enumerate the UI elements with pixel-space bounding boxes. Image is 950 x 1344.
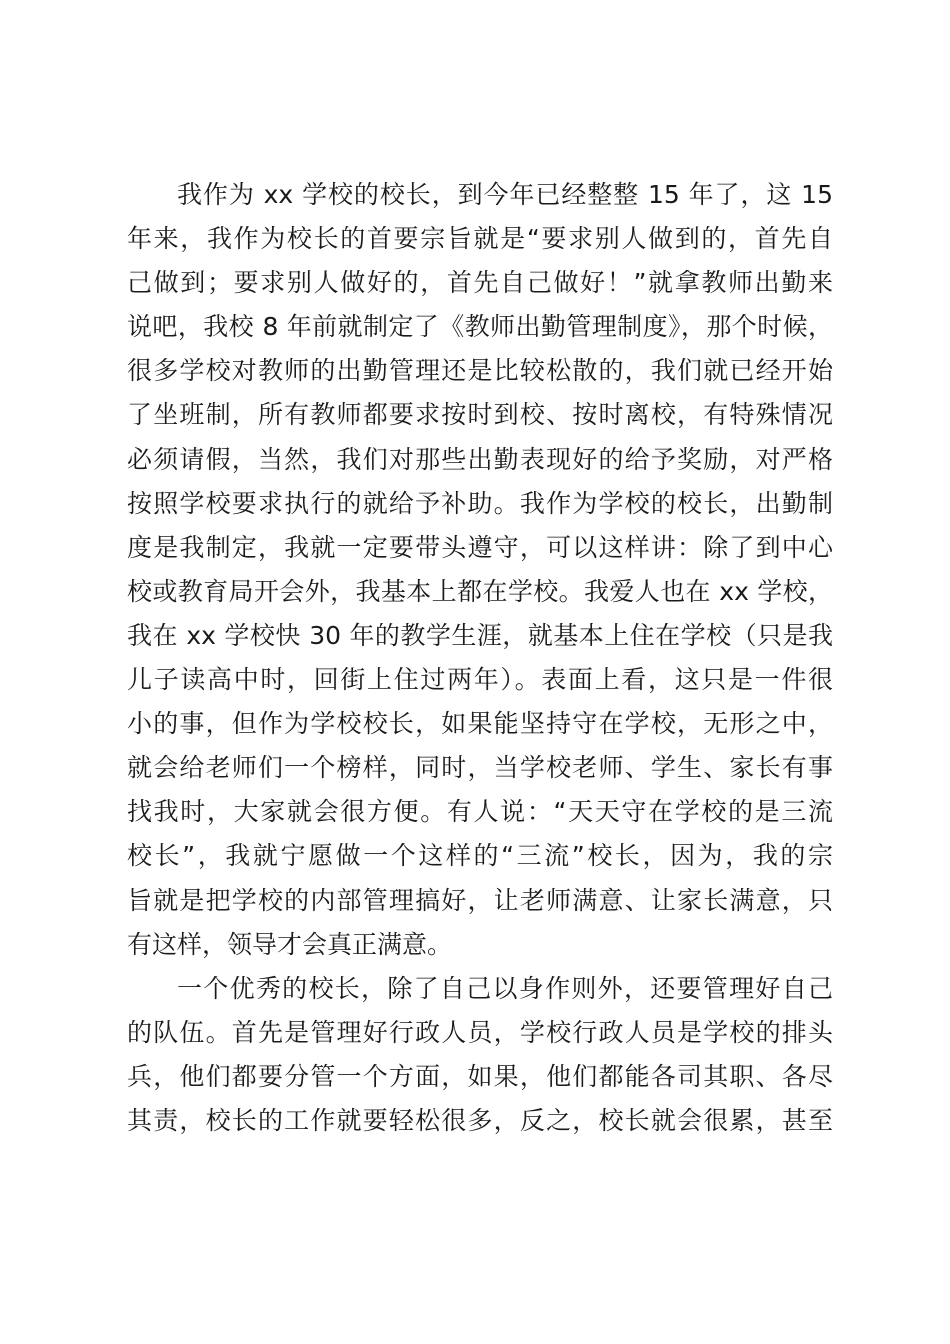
text-line: 校长”，我就宁愿做一个这样的“三流”校长，因为，我的宗 <box>127 841 833 871</box>
text-line: 我在 xx 学校快 30 年的教学生涯，就基本上住在学校（只是我 <box>127 620 833 650</box>
text-line: 年来，我作为校长的首要宗旨就是“要求别人做到的，首先自 <box>127 224 833 254</box>
text-line: 了坐班制，所有教师都要求按时到校、按时离校，有特殊情况 <box>127 400 833 430</box>
text-line: 就会给老师们一个榜样，同时，当学校老师、学生、家长有事 <box>127 753 833 783</box>
text-line: 很多学校对教师的出勤管理还是比较松散的，我们就已经开始 <box>127 356 833 386</box>
text-line: 校或教育局开会外，我基本上都在学校。我爱人也在 xx 学校， <box>127 576 833 606</box>
paragraph-2 <box>127 967 833 1143</box>
body-text <box>127 173 833 1143</box>
text-line: 说吧，我校 8 年前就制定了《教师出勤管理制度》，那个时候， <box>127 312 833 342</box>
text-line: 其责，校长的工作就要轻松很多，反之，校长就会很累，甚至 <box>127 1105 833 1135</box>
text-line: 小的事，但作为学校校长，如果能坚持守在学校，无形之中， <box>127 709 833 739</box>
text-line: 按照学校要求执行的就给予补助。我作为学校的校长，出勤制 <box>127 488 833 518</box>
text-line: 儿子读高中时，回街上住过两年）。表面上看，这只是一件很 <box>127 665 833 695</box>
text-line: 的队伍。首先是管理好行政人员，学校行政人员是学校的排头 <box>127 1017 833 1047</box>
text-line: 度是我制定，我就一定要带头遵守，可以这样讲：除了到中心 <box>127 532 833 562</box>
text-line: 有这样，领导才会真正满意。 <box>127 929 453 959</box>
text-line: 必须请假，当然，我们对那些出勤表现好的给予奖励，对严格 <box>127 444 833 474</box>
text-line: 旨就是把学校的内部管理搞好，让老师满意、让家长满意，只 <box>127 885 833 915</box>
text-line: 找我时，大家就会很方便。有人说：“天天守在学校的是三流 <box>127 797 833 827</box>
text-line: 一个优秀的校长，除了自己以身作则外，还要管理好自己 <box>177 973 833 1003</box>
text-line: 兵，他们都要分管一个方面，如果，他们都能各司其职、各尽 <box>127 1061 833 1091</box>
paragraph-1 <box>127 173 833 967</box>
text-line: 我作为 xx 学校的校长，到今年已经整整 15 年了，这 15 <box>177 180 833 209</box>
text-line: 己做到；要求别人做好的，首先自己做好！”就拿教师出勤来 <box>127 268 833 298</box>
